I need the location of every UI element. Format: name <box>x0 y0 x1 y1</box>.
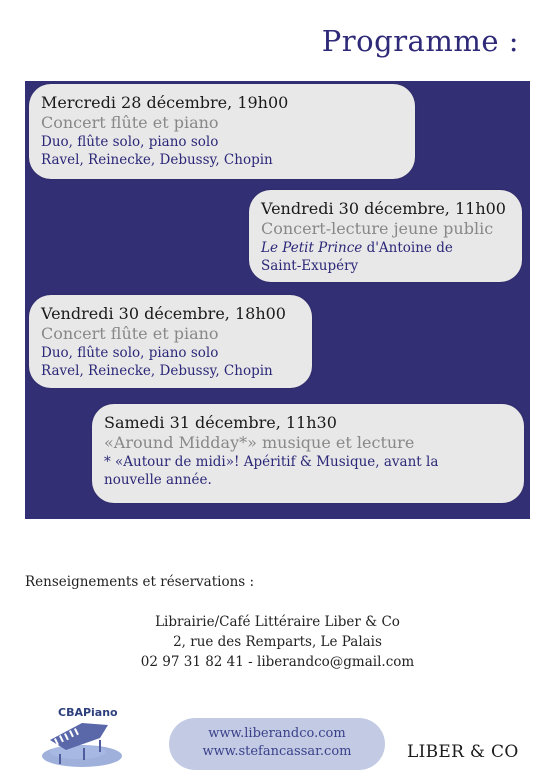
event-composers: Ravel, Reinecke, Debussy, Chopin <box>41 152 273 168</box>
book-title: Le Petit Prince <box>261 240 363 256</box>
event-title: «Around Midday*» musique et lecture <box>104 433 415 452</box>
event-description: Duo, flûte solo, piano solo <box>41 345 219 361</box>
venue-name: Librairie/Café Littéraire Liber & Co <box>155 614 400 630</box>
event-description-continued: nouvelle année. <box>104 472 212 488</box>
page-title: Programme : <box>321 24 519 58</box>
book-author-prefix: d'Antoine de <box>362 240 453 256</box>
cbapiano-logo <box>38 706 143 770</box>
event-title: Concert flûte et piano <box>41 113 219 132</box>
book-author: Saint-Exupéry <box>261 258 359 274</box>
venue-street: 2, rue des Remparts, Le Palais <box>173 634 382 650</box>
event-card-3 <box>29 295 312 388</box>
event-date: Vendredi 30 décembre, 11h00 <box>261 199 506 218</box>
liber-co-brand: LIBER & CO <box>407 742 519 762</box>
event-description <box>261 239 510 257</box>
event-description: * «Autour de midi»! Apéritif & Musique, avant la <box>104 454 439 470</box>
piano-logo-icon <box>38 706 143 770</box>
event-title: Concert-lecture jeune public <box>261 219 494 238</box>
event-card-1 <box>29 84 415 179</box>
website-link-stefancassar[interactable]: www.stefancassar.com <box>202 744 352 759</box>
venue-contact: 02 97 31 82 41 - liberandco@gmail.com <box>140 654 415 670</box>
event-date: Samedi 31 décembre, 11h30 <box>104 413 337 432</box>
event-date: Vendredi 30 décembre, 18h00 <box>41 304 286 323</box>
websites-pill <box>169 718 385 770</box>
website-link-liberandco[interactable]: www.liberandco.com <box>208 726 346 741</box>
logo-text: CBAPiano <box>58 706 118 719</box>
reservations-label: Renseignements et réservations : <box>25 574 255 590</box>
event-title: Concert flûte et piano <box>41 324 219 343</box>
event-description: Duo, flûte solo, piano solo <box>41 134 219 150</box>
event-card-4 <box>92 404 524 503</box>
event-card-2 <box>249 190 522 282</box>
event-composers: Ravel, Reinecke, Debussy, Chopin <box>41 363 273 379</box>
event-date: Mercredi 28 décembre, 19h00 <box>41 93 289 112</box>
venue-address <box>0 612 555 672</box>
